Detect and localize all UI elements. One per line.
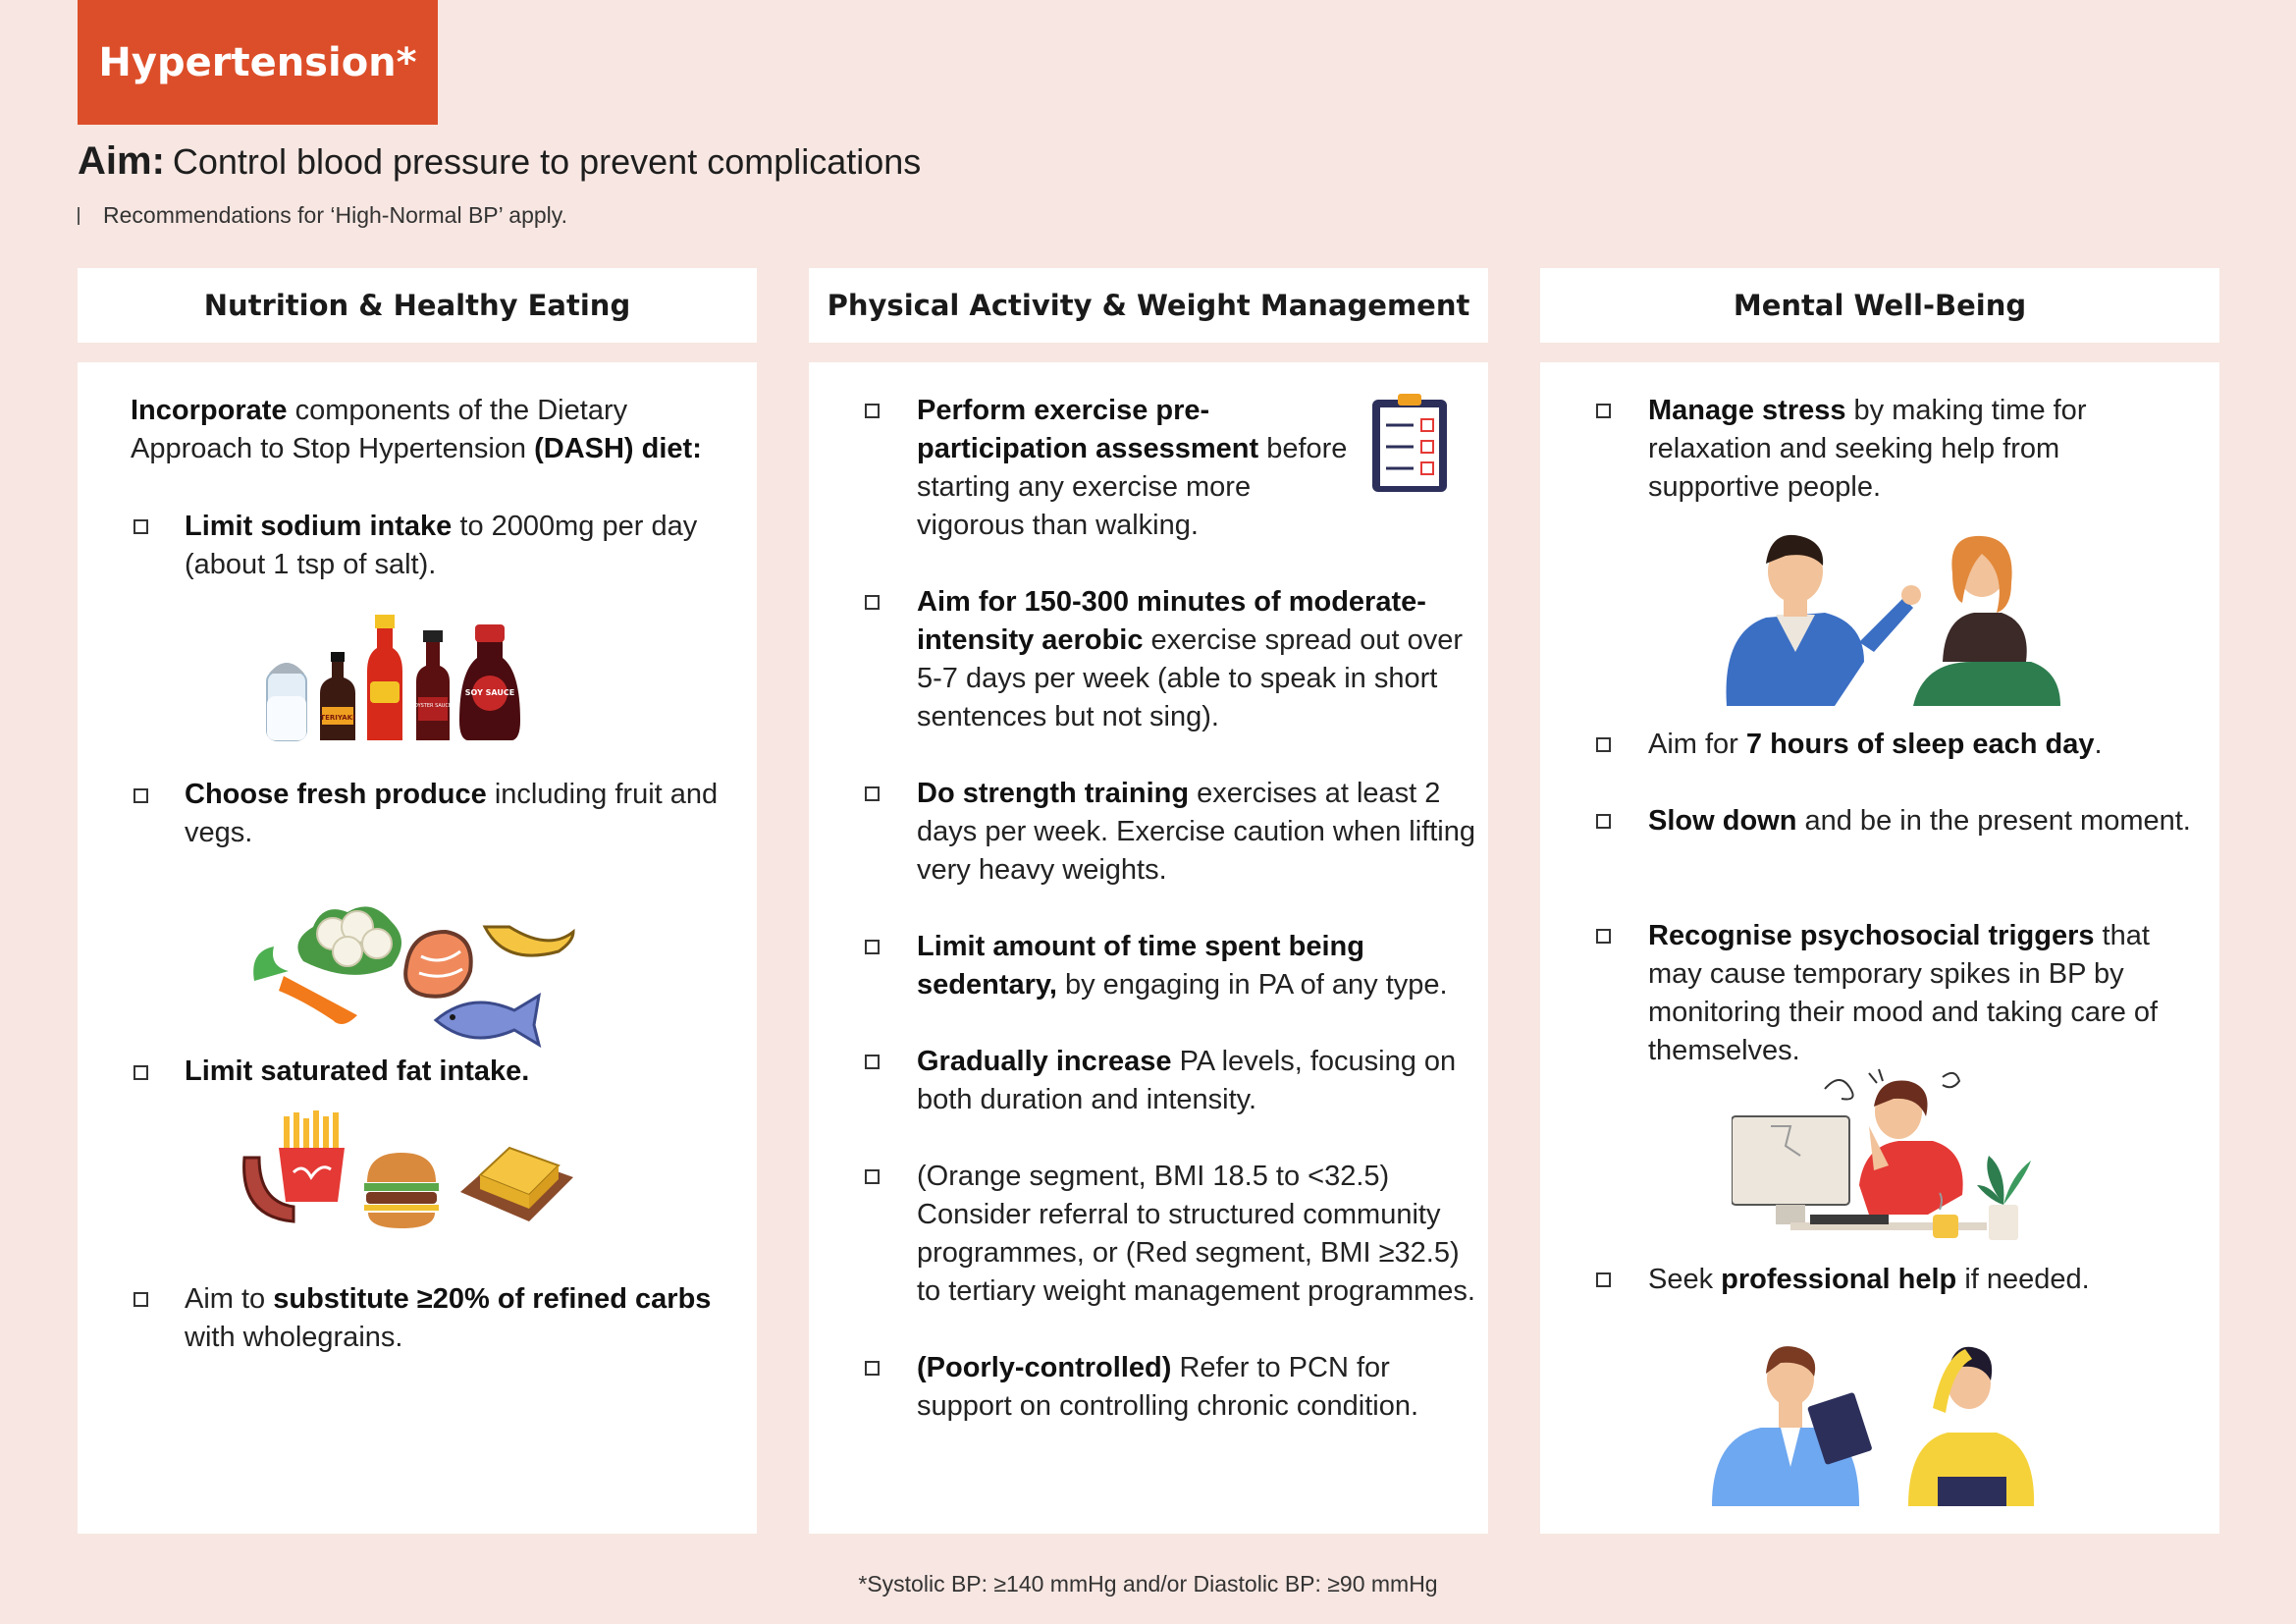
teriyaki-bottle-icon [320, 652, 355, 740]
heading-nutrition: Nutrition & Healthy Eating [78, 268, 757, 343]
checkbox-professional-help[interactable] [1596, 1272, 1611, 1287]
man-talking-icon [1727, 535, 1922, 706]
checkbox-aerobic[interactable] [865, 595, 880, 610]
fish-icon [436, 996, 539, 1045]
checkbox-sedentary[interactable] [865, 940, 880, 954]
checkbox-sleep[interactable] [1596, 737, 1611, 752]
salt-shaker-icon [267, 663, 306, 740]
heading-physical-activity: Physical Activity & Weight Management [809, 268, 1488, 343]
cauliflower-icon [297, 906, 401, 975]
doctor-with-clipboard-icon [1712, 1346, 1873, 1506]
note-bar [78, 207, 80, 225]
item-assessment: Perform exercise pre-participation assessment before starting any exercise more vigorous than walking. [917, 395, 1348, 541]
professional-help-illustration [1712, 1329, 2065, 1506]
item-sleep: Aim for 7 hours of sleep each day. [1648, 729, 2103, 760]
computer-monitor-icon [1732, 1116, 1849, 1224]
woman-listening-icon [1913, 536, 2060, 706]
item-gradual-increase: Gradually increase PA levels, focusing on both duration and intensity. [917, 1046, 1457, 1115]
clipboard-checklist-icon [1370, 392, 1449, 494]
aim-label: Aim: [78, 139, 165, 183]
panel-mental-wellbeing [1540, 362, 2219, 1534]
checkbox-psychosocial-triggers[interactable] [1596, 929, 1611, 944]
panel-physical-activity [809, 362, 1488, 1534]
fresh-produce-illustration [235, 873, 588, 1050]
checkbox-sodium[interactable] [133, 519, 148, 534]
item-refined-carbs: Aim to substitute ≥20% of refined carbs with wholegrains. [185, 1283, 712, 1353]
item-fresh-produce: Choose fresh produce including fruit and vegs. [185, 779, 719, 848]
checkbox-slow-down[interactable] [1596, 814, 1611, 829]
svg-text:SOY SAUCE: SOY SAUCE [464, 688, 515, 697]
recommendation-note [78, 202, 567, 229]
item-strength: Do strength training exercises at least 2 days per week. Exercise caution when lifting very heavy weights. [917, 778, 1476, 886]
burger-icon [364, 1153, 439, 1228]
svg-text:TERIYAKI: TERIYAKI [320, 714, 355, 722]
item-slow-down: Slow down and be in the present moment. [1648, 805, 2191, 837]
svg-text:OYSTER SAUCE: OYSTER SAUCE [413, 703, 453, 709]
stressed-worker-illustration [1732, 1067, 2056, 1244]
checkbox-gradual-increase[interactable] [865, 1055, 880, 1069]
stressed-woman-icon [1859, 1081, 1963, 1215]
aim-line [78, 139, 921, 184]
item-poorly-controlled: (Poorly-controlled) Refer to PCN for support on controlling chronic condition. [917, 1352, 1419, 1422]
note-text: Recommendations for ‘High-Normal BP’ apply. [103, 202, 567, 228]
fries-icon [279, 1110, 345, 1202]
heading-mental-wellbeing: Mental Well-Being [1540, 268, 2219, 343]
condiments-illustration [259, 613, 583, 745]
checkbox-manage-stress[interactable] [1596, 404, 1611, 418]
item-psychosocial-triggers: Recognise psychosocial triggers that may cause temporary spikes in BP by monitoring their mood and taking care of themselves. [1648, 920, 2159, 1066]
item-aerobic: Aim for 150-300 minutes of moderate-intensity aerobic exercise spread out over 5-7 days per week (able to speak in short sentences but not sing). [917, 586, 1464, 732]
item-professional-help: Seek professional help if needed. [1648, 1264, 2090, 1295]
item-referral: (Orange segment, BMI 18.5 to <32.5) Consider referral to structured community programmes, or (Red segment, BMI ≥32.5) to tertiary weight management programmes. [917, 1161, 1475, 1307]
checkbox-referral[interactable] [865, 1169, 880, 1184]
soy-sauce-bottle-icon [459, 624, 520, 740]
panel-nutrition [78, 362, 757, 1534]
item-sodium: Limit sodium intake to 2000mg per day (about 1 tsp of salt). [185, 511, 698, 580]
supportive-conversation-illustration [1717, 524, 2070, 706]
item-sedentary: Limit amount of time spent being sedentary, by engaging in PA of any type. [917, 931, 1448, 1001]
checkbox-saturated-fat[interactable] [133, 1065, 148, 1080]
checkbox-strength[interactable] [865, 786, 880, 801]
salmon-steak-icon [405, 932, 471, 997]
nutrition-intro: Incorporate components of the Dietary Approach to Stop Hypertension (DASH) diet: [131, 395, 702, 464]
item-saturated-fat: Limit saturated fat intake. [185, 1056, 530, 1087]
checkbox-assessment[interactable] [865, 404, 880, 418]
checkbox-refined-carbs[interactable] [133, 1292, 148, 1307]
worried-woman-icon [1908, 1347, 2034, 1506]
fatty-foods-illustration [235, 1109, 578, 1236]
oyster-sauce-bottle-icon [414, 630, 452, 740]
checkbox-fresh-produce[interactable] [133, 788, 148, 803]
checkbox-poorly-controlled[interactable] [865, 1361, 880, 1376]
aim-text: Control blood pressure to prevent complications [172, 141, 922, 182]
item-manage-stress: Manage stress by making time for relaxation and seeking help from supportive people. [1648, 395, 2087, 503]
ketchup-bottle-icon [367, 615, 402, 740]
banana-icon [485, 927, 573, 955]
butter-icon [460, 1148, 573, 1221]
footnote: *Systolic BP: ≥140 mmHg and/or Diastolic BP: ≥90 mmHg [858, 1571, 1438, 1597]
page-banner: Hypertension* [78, 0, 438, 125]
